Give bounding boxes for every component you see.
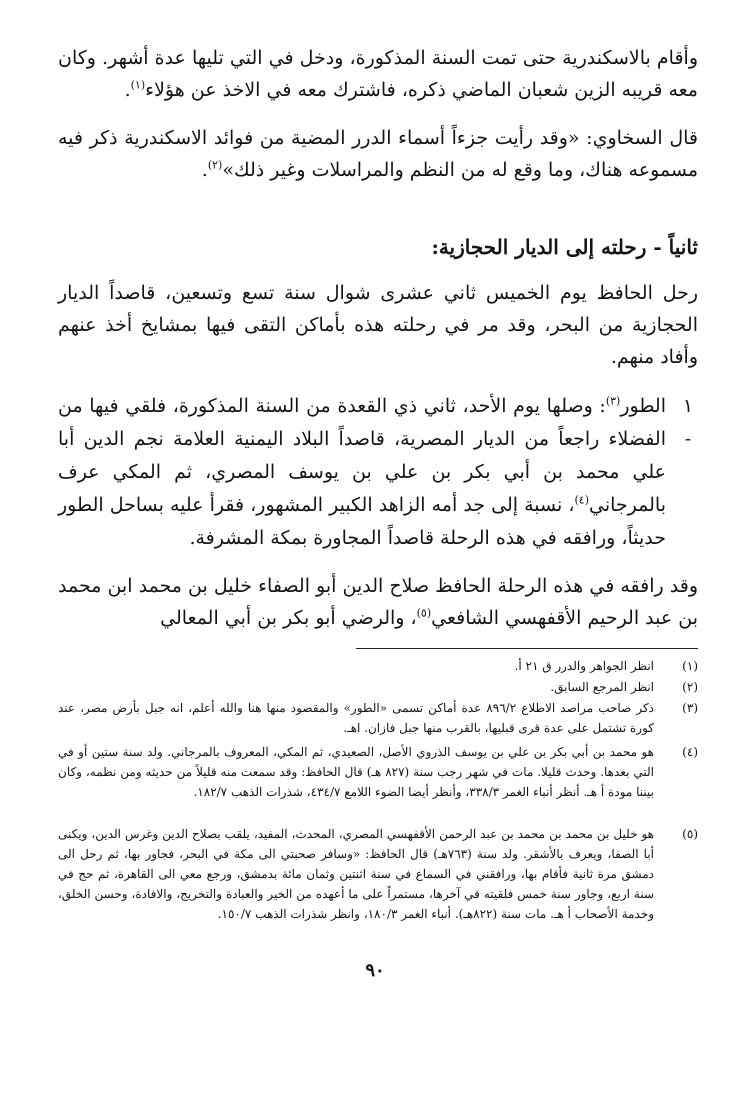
footnote-ref-2[interactable]: (٢): [207, 158, 223, 172]
list-item-number: ١ -: [682, 395, 694, 450]
list-item-tur: [58, 390, 698, 560]
paragraph-hijaz-journey: رحل الحافظ يوم الخميس ثاني عشرى شوال سنة تسع وتسعين، قاصداً الديار الحجازية من البحر، وقد مر في رحلته هذه بأماكن التقى فيها بمشايخ أخذ عنهم وأفاد منهم.: [58, 282, 698, 368]
footnote-ref-4[interactable]: (٤): [574, 493, 589, 507]
footnote-5: [58, 824, 698, 949]
footnote-text: انظر المرجع السابق.: [550, 680, 654, 694]
footnote-number: (٣): [682, 701, 698, 715]
footnote-number: (٢): [682, 680, 698, 694]
footnote-2: [58, 677, 698, 697]
footnote-number: (٥): [682, 827, 698, 841]
footnote-1: [58, 656, 698, 676]
footnote-text: هو خليل بن محمد بن محمد بن عبد الرحمن الأقفهسي المصري، المحدث، المفيد، يلقب بصلاح الدين وغرس الدين، ويكنى أبا الصفا، ويعرف بالأشقر. ولد سنة (٧٦٣هـ) قال الحافظ: «وسافر صحبتي الى مكة في البحر، فجاور بها، ثم رحل الى دمشق مرة ثانية فأقام بها، ورافقني في السماع في سنة اثنتين وثمان مائة بدمشق، ورجع معي الى القاهرة، ثم حج في سنة اربع، وجاور سنة خمس فلقيته في آخرها، مستمراً على ما أعهده من الخير والعبادة والتخريج، والافادة، وحسن الخلق، وخدمة الأصحاب أ هـ. مات سنة (٨٢٢هـ). أنباء الغمر ١٨٠/٣، وانظر شذرات الذهب ١٥٠/٧.: [58, 827, 654, 921]
list-item-text: الطور$^{(٣)}$: وصلها يوم الأحد، ثاني ذي القعدة من السنة المذكورة، فلقي فيها من الفضلاء راجعاً من الديار المصرية، قاصداً البلاد اليمنية العلامة نجم الدين أبا علي محمد بن أبي بكر بن علي بن يوسف المصري، ثم المكي عرف بالمرجاني$^{(٤)}$، نسبة إلى جد أمه الزاهد الكبير المشهور، فقرأ عليه بساحل الطور حديثاً، ورافقه في هذه الرحلة قاصداً المجاورة بمكة المشرفة.: [58, 394, 666, 549]
paragraph-alexandria-stay: وأقام بالاسكندرية حتى تمت السنة المذكورة، ودخل في التي تليها عدة أشهر. وكان معه قريبه الزين شعبان الماضي ذكره، فاشترك معه في الاخذ عن هؤلاء$^{(١)}$.: [58, 47, 698, 101]
footnote-3: [58, 698, 698, 738]
footnote-4: [58, 742, 698, 822]
page-number: ٩٠: [365, 960, 385, 981]
footnote-ref-3[interactable]: (٣): [605, 394, 621, 408]
footnote-text: ذكر صاحب مراصد الاطلاع ٨٩٦/٢ عدة أماكن تسمى «الطور» والمقصود منها هنا والله أعلم، انه جبل بأرض مصر، عند كورة تشتمل على عدة قرى قبليها، بالقرب منها جبل فازان. اهـ.: [58, 701, 655, 735]
footnote-number: (٤): [682, 745, 698, 759]
paragraph-sakhawi-quote: قال السخاوي: «وقد رأيت جزءاً أسماء الدرر المضية من فوائد الاسكندرية ذكر فيه مسموعه هناك، وما وقع له من النظم والمراسلات وغير ذلك»$^{(٢)}$.: [58, 127, 698, 181]
footnote-number: (١): [682, 659, 698, 673]
footnote-text: انظر الجواهر والدرر ق ٢١ أ.: [514, 659, 654, 673]
footnote-separator: [356, 648, 698, 649]
footnote-text: هو محمد بن أبي بكر بن علي بن يوسف الذروي الأصل، الصعيدي، ثم المكي، المعروف بالمرجاني. ولد سنة ستين أو في التي بعدها. وحدث قليلا. مات في شهر رجب سنة (٨٢٧ هـ) قال الحافظ: وقد سمعت منه قليلاً من حديثه ومن نظمه، وكان بيننا مودة أ هـ. أنظر أنباء الغمر ٣٣٨/٣، وأنظر أيضا الضوء اللامع ٤٣٤/٧، شذرات الذهب ١٨٢/٧.: [58, 745, 654, 799]
section-heading: ثانياً - رحلته إلى الديار الحجازية:: [431, 235, 698, 259]
footnote-ref-1[interactable]: (١): [130, 78, 146, 92]
paragraph-companions: وقد رافقه في هذه الرحلة الحافظ صلاح الدين أبو الصفاء خليل بن محمد ابن محمد بن عبد الرحيم الأقفهسي الشافعي$^{(٥)}$، والرضي أبو بكر بن أبي المعالي: [58, 575, 698, 629]
footnote-ref-5[interactable]: (٥): [416, 606, 432, 620]
